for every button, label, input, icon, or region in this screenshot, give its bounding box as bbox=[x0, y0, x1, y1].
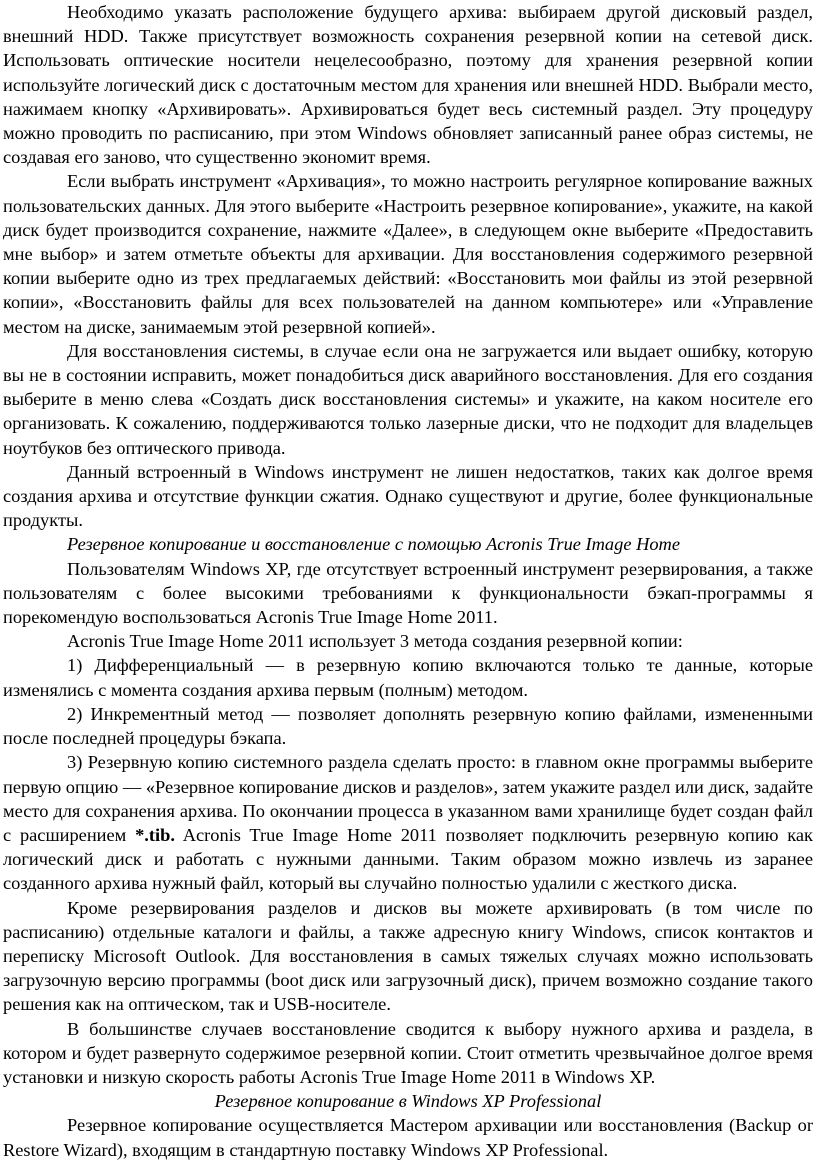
paragraph-method-differential: 1) Дифференциальный — в резервную копию включаются только те данные, которые изменялись с момента создания архива первым (полным) методом. bbox=[3, 655, 813, 700]
paragraph-acronis-intro: Пользователям Windows XP, где отсутствует встроенный инструмент резервирования, а также пользователям с более высокими требованиями к функциональности бэкап-программы я порекомендую воспользоваться Acronis True Image Home 2011. bbox=[3, 558, 813, 628]
paragraph-method-system-partition bbox=[3, 750, 813, 895]
paragraph-acronis-methods: Acronis True Image Home 2011 использует 3 метода создания резервной копии: bbox=[67, 631, 683, 652]
paragraph-archive-location: Необходимо указать расположение будущего архива: выбираем другой дисковый раздел, внешний HDD. Также присутствует возможность сохранения резервной копии на сетевой диск. Использовать оптические носители нецелесообразно, поэтому для хранения резервной копии используйте логический диск с достаточным местом для хранения или внешней HDD. Выбрали место, нажимаем кнопку «Архивировать». Архивироваться будет весь системный раздел. Эту процедуру можно проводить по расписанию, при этом Windows обновляет записанный ранее образ системы, не создавая его заново, что существенно экономит время. bbox=[3, 2, 813, 168]
section-heading-winxp: Резервное копирование в Windows XP Professional bbox=[214, 1091, 602, 1112]
p9-text-before: 3) Резервную копию системного раздела сделать просто: в главном окне программы выберите первую опцию — «Резервное копирование дисков и разделов», затем укажите раздел или диск, задайте место для сохранения архива. По окончании процесса в указанном вами хранилище будет создан файл с расширением bbox=[3, 752, 813, 845]
p9-text-after: Acronis True Image Home 2011 позволяет подключить резервную копию как логический диск и работать с нужными данными. Таким образом можно извлечь из заранее созданного архива нужный файл, который вы случайно полностью удалили с жесткого диска. bbox=[3, 824, 813, 894]
paragraph-builtin-drawbacks: Данный встроенный в Windows инструмент не лишен недостатков, таких как долгое время создания архива и отсутствие функции сжатия. Однако существуют и другие, более функциональные продукты. bbox=[3, 461, 813, 531]
paragraph-archiving-tool: Если выбрать инструмент «Архивация», то можно настроить регулярное копирование важных пользовательских данных. Для этого выберите «Настроить резервное копирование», укажите, на какой диск будет производится сохранение, нажмите «Далее», в следующем окне выберите «Предоставить мне выбор» и затем отметьте объекты для архивации. Для восстановления содержимого резервной копии выберите одно из трех предлагаемых действий: «Восстановить мои файлы из этой резервной копии», «Восстановить файлы для всех пользователей на данном компьютере» или «Управление местом на диске, занимаемым этой резервной копией». bbox=[3, 171, 813, 337]
tib-extension: *.tib. bbox=[135, 824, 175, 845]
section-heading-acronis: Резервное копирование и восстановление с помощью Acronis True Image Home bbox=[67, 534, 680, 555]
paragraph-winxp-backup: Резервное копирование осуществляется Мастером архивации или восстановления (Backup or Restore Wizard), входящим в стандартную поставку Windows XP Professional. bbox=[3, 1115, 813, 1160]
paragraph-acronis-restore: В большинстве случаев восстановление сводится к выбору нужного архива и раздела, в котором и будет развернуто содержимое резервной копии. Стоит отметить чрезвычайное долгое время установки и низкую скорость работы Acronis True Image Home 2011 в Windows XP. bbox=[3, 1018, 813, 1087]
paragraph-recovery-disk: Для восстановления системы, в случае если она не загружается или выдает ошибку, которую вы не в состоянии исправить, может понадобиться диск аварийного восстановления. Для его создания выберите в меню слева «Создать диск восстановления системы» и укажите, на каком носителе его организовать. К сожалению, поддерживаются только лазерные диски, что не подходит для владельцев ноутбуков без оптического привода. bbox=[3, 340, 813, 458]
paragraph-acronis-extra: Кроме резервирования разделов и дисков вы можете архивировать (в том числе по расписанию) отдельные каталоги и файлы, а также адресную книгу Windows, список контактов и переписку Microsoft Outlook. Для восстановления в самых тяжелых случаях можно использовать загрузочную версию программы (boot диск или загрузочный диск), причем возможно создание такого решения как на оптическом, так и USB-носителе. bbox=[3, 897, 813, 1015]
paragraph-method-incremental: 2) Инкрементный метод — позволяет дополнять резервную копию файлами, измененными после последней процедуры бэкапа. bbox=[3, 703, 813, 749]
